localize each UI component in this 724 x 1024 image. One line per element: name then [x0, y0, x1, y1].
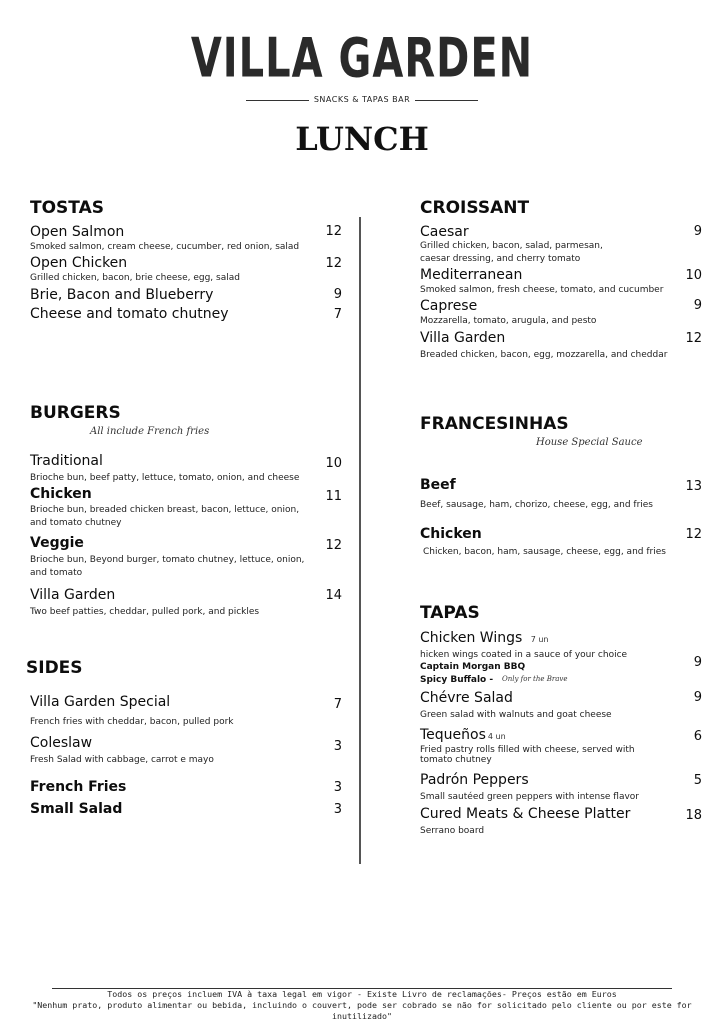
menu-item-name: Caesar	[420, 224, 469, 240]
menu-item-price: 9	[333, 287, 342, 302]
menu-item-price: 7	[333, 697, 342, 712]
menu-item-price: 10	[685, 268, 702, 283]
menu-item-name: Padrón Peppers	[420, 772, 529, 788]
menu-item-price: 9	[693, 690, 702, 705]
menu-item-price: 18	[685, 808, 702, 823]
menu-item-desc: Serrano board	[420, 826, 485, 836]
menu-item-name: French Fries	[30, 779, 127, 795]
menu-item-price: 14	[325, 588, 342, 603]
menu-item-name: Chicken	[420, 526, 482, 542]
sauce-option: Captain Morgan BBQ	[420, 662, 526, 672]
menu-item-desc: Brioche bun, Beyond burger, tomato chutney, lettuce, onion,	[30, 555, 305, 565]
menu-item-name	[420, 727, 506, 743]
logo-text: VILLA GARDEN	[190, 28, 534, 91]
menu-item-name: Veggie	[30, 535, 84, 551]
section-title-tostas: TOSTAS	[30, 198, 104, 218]
footer-line: inutilizado"	[332, 1011, 392, 1021]
menu-item-price: 12	[325, 224, 342, 239]
menu-item-qty: 7 un	[530, 635, 549, 644]
section-title-croissant: CROISSANT	[420, 198, 530, 218]
sauce-note: Only for the Brave	[502, 675, 568, 683]
menu-item-desc: Grilled chicken, bacon, brie cheese, egg, salad	[30, 273, 240, 283]
menu-item-name-text: Chicken Wings	[420, 630, 523, 646]
footer-line: Todos os preços incluem IVA à taxa legal em vigor - Existe Livro de reclamações- Preços estão em Euros	[107, 989, 617, 999]
menu-item-desc: Two beef patties, cheddar, pulled pork, and pickles	[30, 607, 260, 617]
menu-item-desc: Grilled chicken, bacon, salad, parmesan,	[420, 241, 603, 251]
menu-item-price: 12	[325, 256, 342, 271]
menu-item-name: Cheese and tomato chutney	[30, 306, 229, 322]
menu-item-price: 12	[325, 538, 342, 553]
menu-item-price: 7	[333, 307, 342, 322]
menu-item-desc: and tomato	[30, 568, 83, 578]
menu-item-price: 3	[333, 739, 342, 754]
menu-item-name: Small Salad	[30, 801, 123, 817]
menu-item-qty: 4 un	[487, 732, 506, 741]
menu-item-name: Villa Garden Special	[30, 694, 171, 710]
menu-item-name: Open Salmon	[30, 224, 125, 240]
menu-item-name: Traditional	[30, 453, 103, 469]
menu-item-desc: Breaded chicken, bacon, egg, mozzarella, and cheddar	[420, 350, 668, 360]
menu-item-price: 13	[685, 479, 702, 494]
menu-item-name-text: Tequeños	[420, 727, 486, 743]
section-title-burgers: BURGERS	[30, 403, 121, 423]
menu-item-name: Mediterranean	[420, 267, 523, 283]
menu-item-desc: Fried pastry rolls filled with cheese, served with	[420, 745, 635, 755]
section-title-francesinhas: FRANCESINHAS	[420, 414, 569, 434]
menu-item-price: 9	[693, 224, 702, 239]
menu-item-name: Beef	[420, 477, 456, 493]
menu-item-price: 9	[693, 655, 702, 670]
menu-item-name: Coleslaw	[30, 735, 93, 751]
menu-item-name: Villa Garden	[420, 330, 506, 346]
logo-subtitle-text: SNACKS & TAPAS BAR	[309, 95, 415, 104]
menu-item-price: 3	[333, 802, 342, 817]
menu-item-desc: tomato chutney	[420, 755, 492, 765]
section-title-sides: SIDES	[26, 658, 83, 678]
menu-item-name: Chicken	[30, 486, 92, 502]
menu-item-price: 11	[325, 489, 342, 504]
menu-item-price: 10	[325, 456, 342, 471]
menu-item-name: Open Chicken	[30, 255, 128, 271]
logo-subtitle	[0, 95, 724, 104]
menu-item-name: Brie, Bacon and Blueberry	[30, 287, 214, 303]
menu-item-name	[420, 630, 549, 646]
menu-item-desc: Chicken, bacon, ham, sausage, cheese, egg, and fries	[423, 547, 666, 557]
sauce-option: Spicy Buffalo -	[420, 675, 494, 685]
menu-item-desc: and tomato chutney	[30, 518, 122, 528]
section-subtitle: House Special Sauce	[536, 437, 643, 448]
menu-item-desc: Green salad with walnuts and goat cheese	[420, 710, 612, 720]
menu-item-name: Chévre Salad	[420, 690, 513, 706]
menu-item-desc: Smoked salmon, cream cheese, cucumber, red onion, salad	[30, 242, 300, 252]
footer-line: "Nenhum prato, produto alimentar ou bebida, incluindo o couvert, pode ser cobrado se não for solicitado pelo cliente ou por este for	[32, 1000, 692, 1010]
menu-item-desc: caesar dressing, and cherry tomato	[420, 254, 581, 264]
menu-item-desc: Smoked salmon, fresh cheese, tomato, and cucumber	[420, 285, 664, 295]
menu-item-price: 9	[693, 298, 702, 313]
page-title: LUNCH	[295, 120, 429, 158]
menu-item-desc: hicken wings coated in a sauce of your choice	[420, 650, 628, 660]
menu-item-desc: Brioche bun, breaded chicken breast, bacon, lettuce, onion,	[30, 505, 300, 515]
menu-item-name: Villa Garden	[30, 587, 116, 603]
menu-item-price: 6	[693, 729, 702, 744]
menu-item-desc: Fresh Salad with cabbage, carrot e mayo	[30, 755, 214, 765]
menu-item-desc: Beef, sausage, ham, chorizo, cheese, egg, and fries	[420, 500, 653, 510]
column-divider	[359, 217, 361, 864]
menu-item-price: 5	[693, 773, 702, 788]
menu-item-desc: Mozzarella, tomato, arugula, and pesto	[420, 316, 597, 326]
section-subtitle: All include French fries	[90, 426, 210, 437]
menu-item-name: Cured Meats & Cheese Platter	[420, 806, 631, 822]
menu-item-name: Caprese	[420, 298, 478, 314]
menu-item-desc: Brioche bun, beef patty, lettuce, tomato, onion, and cheese	[30, 473, 300, 483]
menu-item-desc: French fries with cheddar, bacon, pulled pork	[30, 717, 234, 727]
section-title-tapas: TAPAS	[420, 603, 480, 623]
menu-item-price: 3	[333, 780, 342, 795]
menu-item-price: 12	[685, 331, 702, 346]
menu-item-price: 12	[685, 527, 702, 542]
menu-item-desc: Small sautéed green peppers with intense flavor	[420, 792, 639, 802]
